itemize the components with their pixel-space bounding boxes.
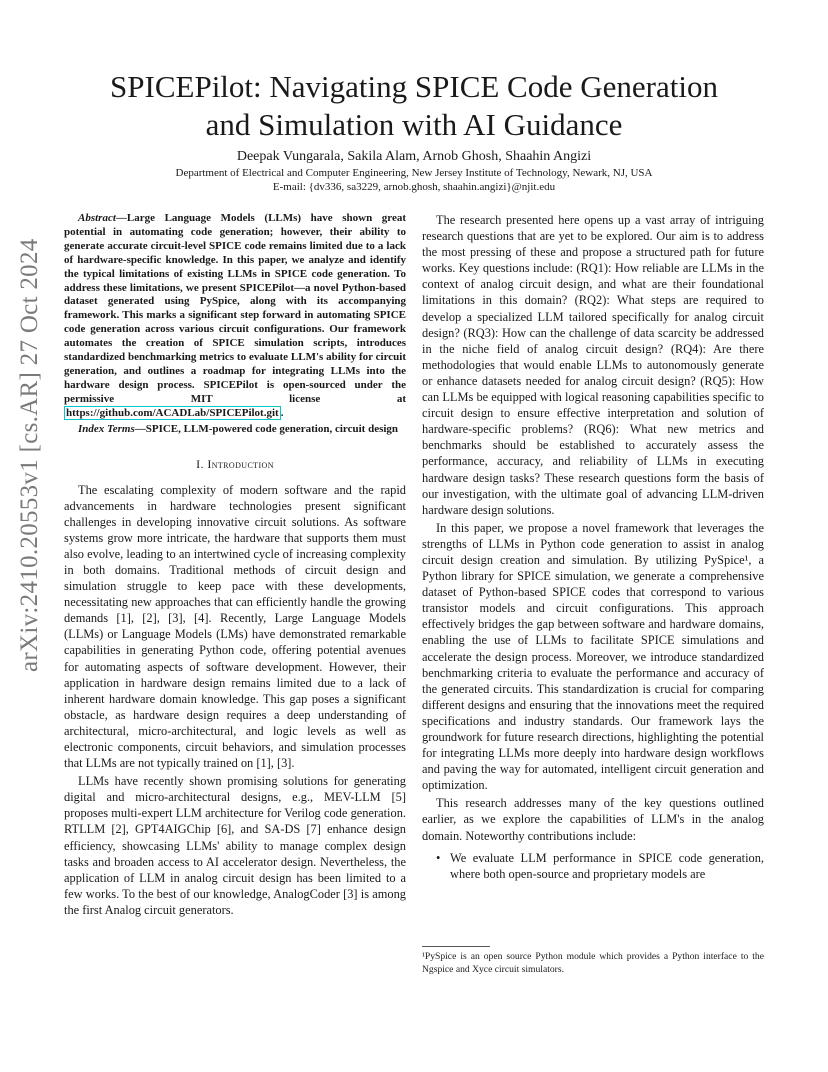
footnote-rule bbox=[422, 946, 490, 947]
github-link[interactable]: https://github.com/ACADLab/SPICEPilot.git bbox=[66, 406, 279, 419]
paper-title bbox=[60, 68, 768, 144]
index-terms-text: —SPICE, LLM-powered code generation, circuit design bbox=[134, 422, 399, 435]
left-column bbox=[64, 212, 406, 918]
arxiv-identifier: arXiv:2410.20553v1 [cs.AR] 27 Oct 2024 bbox=[16, 238, 43, 672]
framework-paragraph: In this paper, we propose a novel framework that leverages the strengths of LLMs in Python code generation to assist in analog circuit design creation and simulation. By utilizing PySpice¹, a Python library for SPICE simulation, we generate a comprehensive dataset of Python-based SPICE codes that correspond to various transistor models and circuit configurations. This approach effectively bridges the gap between software and hardware domains, enabling the use of LLMs to facilitate SPICE simulations and accelerate the design process. Moreover, we introduce standardized benchmarking criteria to evaluate the performance and accuracy of the generated circuits. This standardization is crucial for comparing different designs and ensuring that the innovations meet the required specifications and industry standards. Our framework lays the groundwork for future research directions, highlighting the potential for integrating LLMs more deeply into hardware design workflows and paving the way for automated, intelligent circuit generation and optimization. bbox=[422, 520, 764, 793]
authors: Deepak Vungarala, Sakila Alam, Arnob Ghosh, Shaahin Angizi bbox=[236, 149, 592, 164]
email-line: E-mail: {dv336, sa3229, arnob.ghosh, shaahin.angizi}@njit.edu bbox=[272, 181, 556, 193]
title-line-2: and Simulation with AI Guidance bbox=[205, 107, 623, 142]
title-line-1: SPICEPilot: Navigating SPICE Code Generation bbox=[110, 69, 718, 104]
abstract-text: —Large Language Models (LLMs) have shown great potential in automating code generation; however, their ability to generate accurate circuit-level SPICE code remains limited due to a lack of hardware-specific knowledge. In this paper, we analyze and identify the typical limitations of existing LLMs in SPICE code generation. To address these limitations, we present SPICEPilot—a novel Python-based dataset generated using PySpice, along with its accompanying framework. This marks a significant step forward in automating SPICE code generation across various circuit configurations. Our framework automates the creation of SPICE simulation scripts, introduces standardized benchmarking metrics to evaluate LLM's ability for circuit generation, and outlines a roadmap for integrating LLMs into the hardware design process. SPICEPilot is open-sourced under the permissive MIT license at bbox=[64, 212, 406, 405]
footnote bbox=[422, 946, 764, 976]
right-column bbox=[422, 212, 764, 882]
research-questions-paragraph: The research presented here opens up a vast array of intriguing research questions that are yet to be explored. Our aim is to address the most pressing of these and propose a structured path for future works. Key questions include: (RQ1): How reliable are LLMs in the context of analog circuit design, and what are their foundational limitations in this domain? (RQ2): What steps are required to develop a specialized LLM tailored specifically for analog circuit design? (RQ3): How can the challenge of data scarcity be addressed in the niche field of analog circuit design? (RQ4): Are there methodologies that would enable LLMs to autonomously generate or enhance datasets needed for analog circuit design? (RQ5): How can LLMs be equipped with logical reasoning capabilities specific to circuit design to ensure effective interpretation and solution of hardware-specific problems? (RQ6): What new metrics and benchmarks should be established to accurately assess the performance, accuracy, and reliability of LLMs in executing hardware design tasks? These research questions form the basis of our investigation, with the ultimate goal of advancing LLM-driven hardware design solutions. bbox=[422, 213, 764, 517]
index-terms-label: Index Terms bbox=[78, 422, 135, 435]
contribution-bullet-text: We evaluate LLM performance in SPICE code generation, where both open-source and proprietary models are bbox=[450, 850, 764, 881]
bullet-dot-icon: • bbox=[436, 850, 441, 865]
section-heading-introduction bbox=[64, 457, 406, 472]
intro-paragraph-2: LLMs have recently shown promising solutions for generating digital and micro-architectural designs, e.g., MEV-LLM [5] proposes multi-expert LLM architecture for Verilog code generation. RTLLM [2], GPT4AIGChip [6], and SA-DS [7] enhance design efficiency, showcasing LLMs' ability to manage complex design tasks and broaden access to AI accelerator design. Nevertheless, the application of LLM in analog circuit design has been limited to a few works. To the best of our knowledge, AnalogCoder [3] is among the first Analog circuit generators. bbox=[64, 774, 406, 917]
abstract-end: . bbox=[280, 406, 284, 419]
section-number: I. bbox=[196, 456, 208, 471]
contributions-intro-paragraph: This research addresses many of the key questions outlined earlier, as we explore the capabilities of LLM's in the analog domain. Noteworthy contributions include: bbox=[422, 796, 764, 843]
index-terms bbox=[64, 423, 406, 437]
section-title: Introduction bbox=[207, 456, 274, 471]
abstract bbox=[64, 212, 406, 421]
contribution-bullet bbox=[422, 850, 764, 882]
affiliation: Department of Electrical and Computer Engineering, New Jersey Institute of Technology, Newark, NJ, USA bbox=[175, 167, 653, 179]
footnote-text: ¹PySpice is an open source Python module which provides a Python interface to the Ngspice and Xyce circuit simulators. bbox=[422, 951, 764, 975]
abstract-label: Abstract bbox=[78, 212, 116, 224]
intro-paragraph-1: The escalating complexity of modern software and the rapid advancements in hardware technologies present significant challenges in developing innovative circuit solutions. As software systems grow more intricate, the hardware that supports them must also evolve, leading to an intertwined cycle of increasing complexity in both domains. Traditional methods of circuit design and simulation struggle to keep pace with these developments, necessitating new approaches that can efficiently handle the growing demands [1], [2], [3], [4]. Recently, Large Language Models (LLMs) or Language Models (LMs) have demonstrated remarkable capabilities in generating Python code, offering potential avenues for automating aspects of software development. However, their application in hardware design remains limited due to a lack of inherent hardware domain knowledge. This gap poses a significant obstacle, as hardware design requires a deep understanding of architectural, micro-architectural, and logic levels as well as electronic components, circuit behaviors, and simulation processes that LLMs are not typically trained on [1], [3]. bbox=[64, 482, 406, 771]
